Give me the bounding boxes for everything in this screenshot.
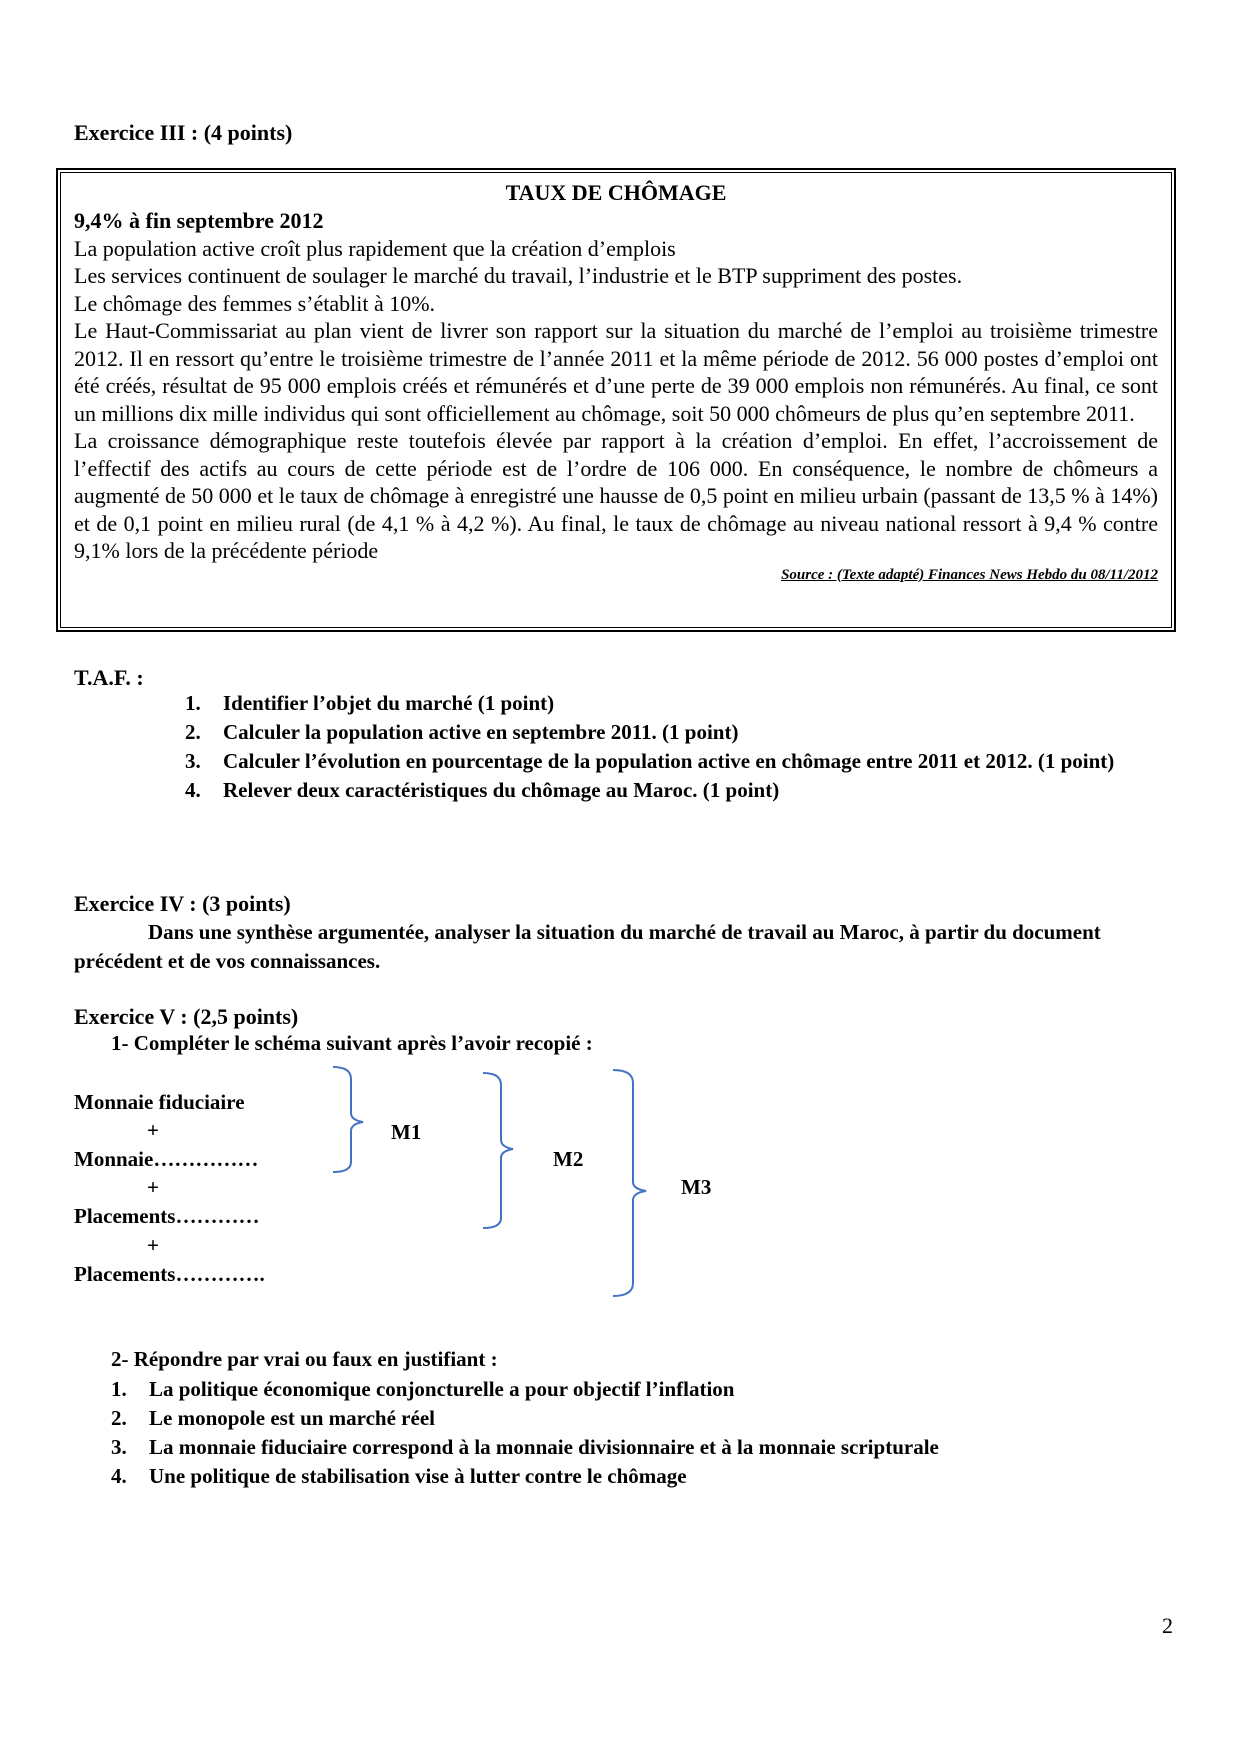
list-item: 3. La monnaie fiduciaire correspond à la monnaie divisionnaire et à la monnaie scripturale (111, 1435, 939, 1459)
schema-plus: + (147, 1175, 159, 1199)
schema-item-monnaie-fiduciaire: Monnaie fiduciaire (74, 1090, 245, 1114)
article-paragraph: Le Haut-Commissariat au plan vient de livrer son rapport sur la situation du marché de l’emploi au troisième trimestre 2012. Il en ressort qu’entre le troisième trimestre de l’année 2011 et la même période de 2012. 56 000 postes d’emploi ont été créés, résultat de 95 000 emplois créés et rémunérés et d’une perte de 39 000 emplois non rémunérés. Au final, ce sont un millions dix mille individus qui sont officiellement au chômage, soit 50 000 chômeurs de plus qu’en septembre 2011. (74, 318, 1158, 426)
article-subtitle: 9,4% à fin septembre 2012 (74, 208, 324, 233)
list-item: 2. Le monopole est un marché réel (111, 1406, 435, 1430)
exercise-4-title: Exercice IV : (3 points) (74, 891, 291, 916)
schema-label-m2: M2 (553, 1147, 584, 1171)
page-number: 2 (1162, 1613, 1173, 1638)
schema-plus: + (147, 1118, 159, 1142)
taf-label: T.A.F. : (74, 665, 144, 690)
bracket-m1-icon (333, 1067, 363, 1172)
schema-item-placements: Placements…………. (74, 1262, 265, 1286)
article-line: La population active croît plus rapidement que la création d’emplois (74, 235, 676, 261)
article-paragraph: La croissance démographique reste toutefois élevée par rapport à la création d’emploi. En effet, l’accroissement de l’effectif des actifs au cours de cette période est de l’ordre de 106 000. En conséquence, le nombre de chômeurs a augmenté de 50 000 et le taux de chômage à enregistré une hausse de 0,5 point en milieu urbain (passant de 13,5 % à 14%) et de 0,1 point en milieu rural (de 4,1 % à 4,2 %). Au final, le taux de chômage au niveau national ressort à 9,4 % contre 9,1% lors de la précédente période (74, 428, 1158, 563)
list-item: 3. Calculer l’évolution en pourcentage de la population active en chômage entre 2011 et 2012. (1 point) (185, 749, 1115, 773)
list-item: 4. Relever deux caractéristiques du chômage au Maroc. (1 point) (185, 778, 780, 802)
schema-item-monnaie: Monnaie…………… (74, 1147, 259, 1171)
exercise-5-title: Exercice V : (2,5 points) (74, 1004, 299, 1029)
bracket-m2-icon (483, 1073, 513, 1228)
statement-list (111, 1375, 1171, 1491)
bracket-m3-icon (613, 1070, 646, 1296)
schema-item-placements: Placements………… (74, 1204, 260, 1228)
exercise-5-part2: 2- Répondre par vrai ou faux en justifiant : (111, 1347, 498, 1371)
exercise-3-title: Exercice III : (4 points) (74, 120, 293, 145)
list-item: 4. Une politique de stabilisation vise à lutter contre le chômage (111, 1464, 687, 1488)
schema-label-m1: M1 (391, 1120, 422, 1144)
list-item: 1. Identifier l’objet du marché (1 point) (185, 691, 555, 715)
list-item: 1. La politique économique conjoncturelle a pour objectif l’inflation (111, 1377, 735, 1401)
article-heading: TAUX DE CHÔMAGE (505, 180, 727, 205)
article-source: Source : (Texte adapté) Finances News Hebdo du 08/11/2012 (781, 566, 1158, 583)
schema-plus: + (147, 1233, 159, 1257)
article-line: Les services continuent de soulager le marché du travail, l’industrie et le BTP suppriment des postes. (74, 263, 963, 288)
article-line: Le chômage des femmes s’établit à 10%. (74, 290, 436, 316)
exercise-4-text: Dans une synthèse argumentée, analyser la situation du marché de travail au Maroc, à partir du document précédent et de vos connaissances. (74, 920, 1101, 973)
exercise-5-part1: 1- Compléter le schéma suivant après l’avoir recopié : (111, 1031, 593, 1055)
schema-label-m3: M3 (681, 1175, 712, 1199)
list-item: 2. Calculer la population active en septembre 2011. (1 point) (185, 720, 739, 744)
